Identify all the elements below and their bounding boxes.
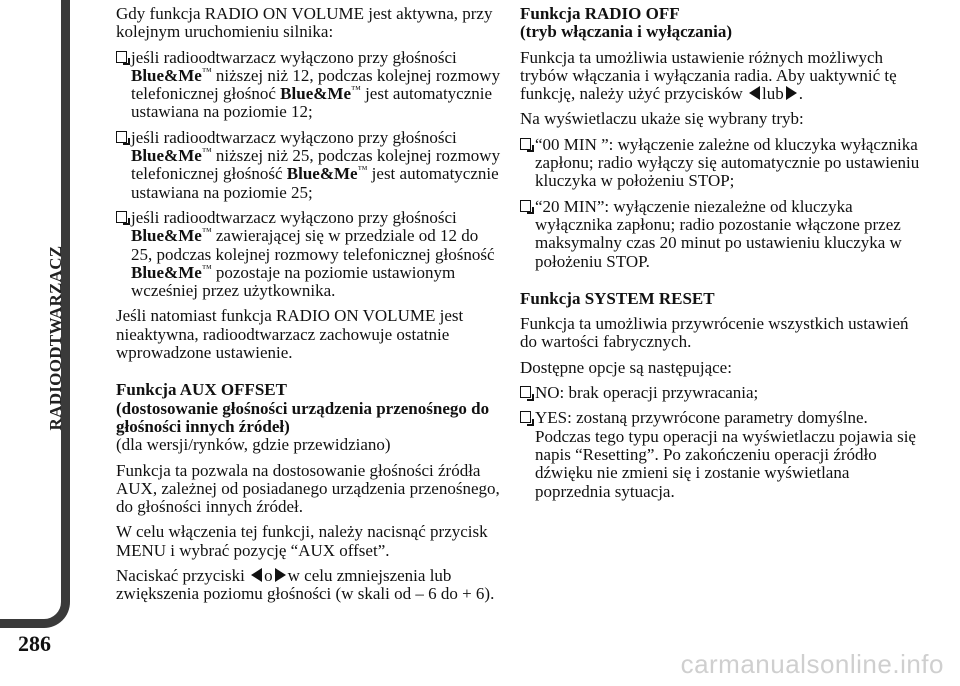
aux-offset-note: (dla wersji/rynków, gdzie przewidziano) bbox=[116, 435, 391, 455]
aux-offset-heading: Funkcja AUX OFFSET bbox=[116, 380, 287, 400]
radio-off-paragraph: Na wyświetlaczu ukaże się wybrany tryb: bbox=[520, 109, 804, 129]
aux-offset-subheading: (dostosowanie głośności urządzenia przenośnego do głośności innych źródeł) bbox=[116, 398, 490, 436]
list-item: “20 MIN”: wyłączenie niezależne od kluczyka wyłącznika zapłonu; radio pozostanie włączone przez maksymalny czas 20 minut po ustawieniu kluczyka w położeniu STOP. bbox=[520, 198, 920, 271]
radio-off-subheading: (tryb włączania i wyłączania) bbox=[520, 22, 732, 42]
left-column bbox=[116, 5, 501, 611]
watermark: carmanualsonline.info bbox=[680, 649, 944, 679]
aux-offset-paragraph: Funkcja ta pozwala na dostosowanie głośności źródła AUX, zależnej od posiadanego urządzenia przenośnego, do głośności innych źródeł. bbox=[116, 460, 500, 517]
checkbox-bullet-icon bbox=[116, 51, 127, 63]
page-number: 286 bbox=[18, 631, 51, 656]
intro-paragraph: Gdy funkcja RADIO ON VOLUME jest aktywna, przy kolejnym uruchomieniu silnika: bbox=[116, 4, 493, 42]
list-item: NO: brak operacji przywracania; bbox=[520, 384, 920, 402]
checkbox-bullet-icon bbox=[520, 138, 531, 150]
arrow-right-icon bbox=[786, 86, 797, 100]
checkbox-bullet-icon bbox=[116, 131, 127, 143]
arrow-right-icon bbox=[275, 568, 286, 582]
chapter-label: RADIOODTWARZACZ bbox=[46, 245, 65, 431]
right-column bbox=[520, 5, 920, 508]
system-reset-paragraph: Funkcja ta umożliwia przywrócenie wszystkich ustawień do wartości fabrycznych. bbox=[520, 314, 909, 352]
checkbox-bullet-icon bbox=[520, 386, 531, 398]
system-reset-paragraph: Dostępne opcje są następujące: bbox=[520, 357, 732, 377]
radio-off-paragraph: Funkcja ta umożliwia ustawienie różnych możliwych trybów włączania i wyłączania radia. Aby uaktywnić tę funkcję, należy użyć przycisków lub . bbox=[520, 47, 897, 104]
checkbox-bullet-icon bbox=[520, 411, 531, 423]
radio-off-heading: Funkcja RADIO OFF bbox=[520, 4, 680, 23]
list-item: YES: zostaną przywrócone parametry domyślne. Podczas tego typu operacji na wyświetlaczu pojawia się napis “Resetting”. Po zakończeniu operacji źródło dźwięku nie zmieni się i zostanie wyświetlana poprzednia sytuacja. bbox=[520, 409, 920, 500]
arrow-left-icon bbox=[251, 568, 262, 582]
checkbox-bullet-icon bbox=[116, 211, 127, 223]
list-item: jeśli radioodtwarzacz wyłączono przy głośności Blue&Me™ niższej niż 12, podczas kolejnej rozmowy telefonicznej głośnoć Blue&Me™ jest automatycznie ustawiana na poziomie 12; bbox=[116, 49, 501, 122]
volume-inactive-paragraph: Jeśli natomiast funkcja RADIO ON VOLUME jest nieaktywna, radioodtwarzacz zachowuje ostatnie wprowadzone ustawienie. bbox=[116, 306, 464, 363]
list-item: jeśli radioodtwarzacz wyłączono przy głośności Blue&Me™ niższej niż 25, podczas kolejnej rozmowy telefonicznej głośność Blue&Me™ jest automatycznie ustawiana na poziomie 25; bbox=[116, 129, 501, 202]
aux-offset-paragraph: Naciskać przyciski o w celu zmniejszenia lub zwiększenia poziomu głośności (w skali od – 6 do + 6). bbox=[116, 566, 495, 604]
arrow-left-icon bbox=[749, 86, 760, 100]
list-item: jeśli radioodtwarzacz wyłączono przy głośności Blue&Me™ zawierającej się w przedziale od 12 do 25, podczas kolejnej rozmowy telefonicznej głośność Blue&Me™ pozostaje na poziomie ustawionym wcześniej przez użytkownika. bbox=[116, 209, 501, 300]
chapter-tab bbox=[0, 0, 98, 686]
list-item: “00 MIN ”: wyłączenie zależne od kluczyka wyłącznika zapłonu; radio wyłączy się automatycznie po ustawieniu kluczyka w położeniu STOP; bbox=[520, 136, 920, 191]
system-reset-heading: Funkcja SYSTEM RESET bbox=[520, 288, 715, 308]
aux-offset-paragraph: W celu włączenia tej funkcji, należy nacisnąć przycisk MENU i wybrać pozycję “AUX offset”. bbox=[116, 522, 488, 560]
checkbox-bullet-icon bbox=[520, 200, 531, 212]
